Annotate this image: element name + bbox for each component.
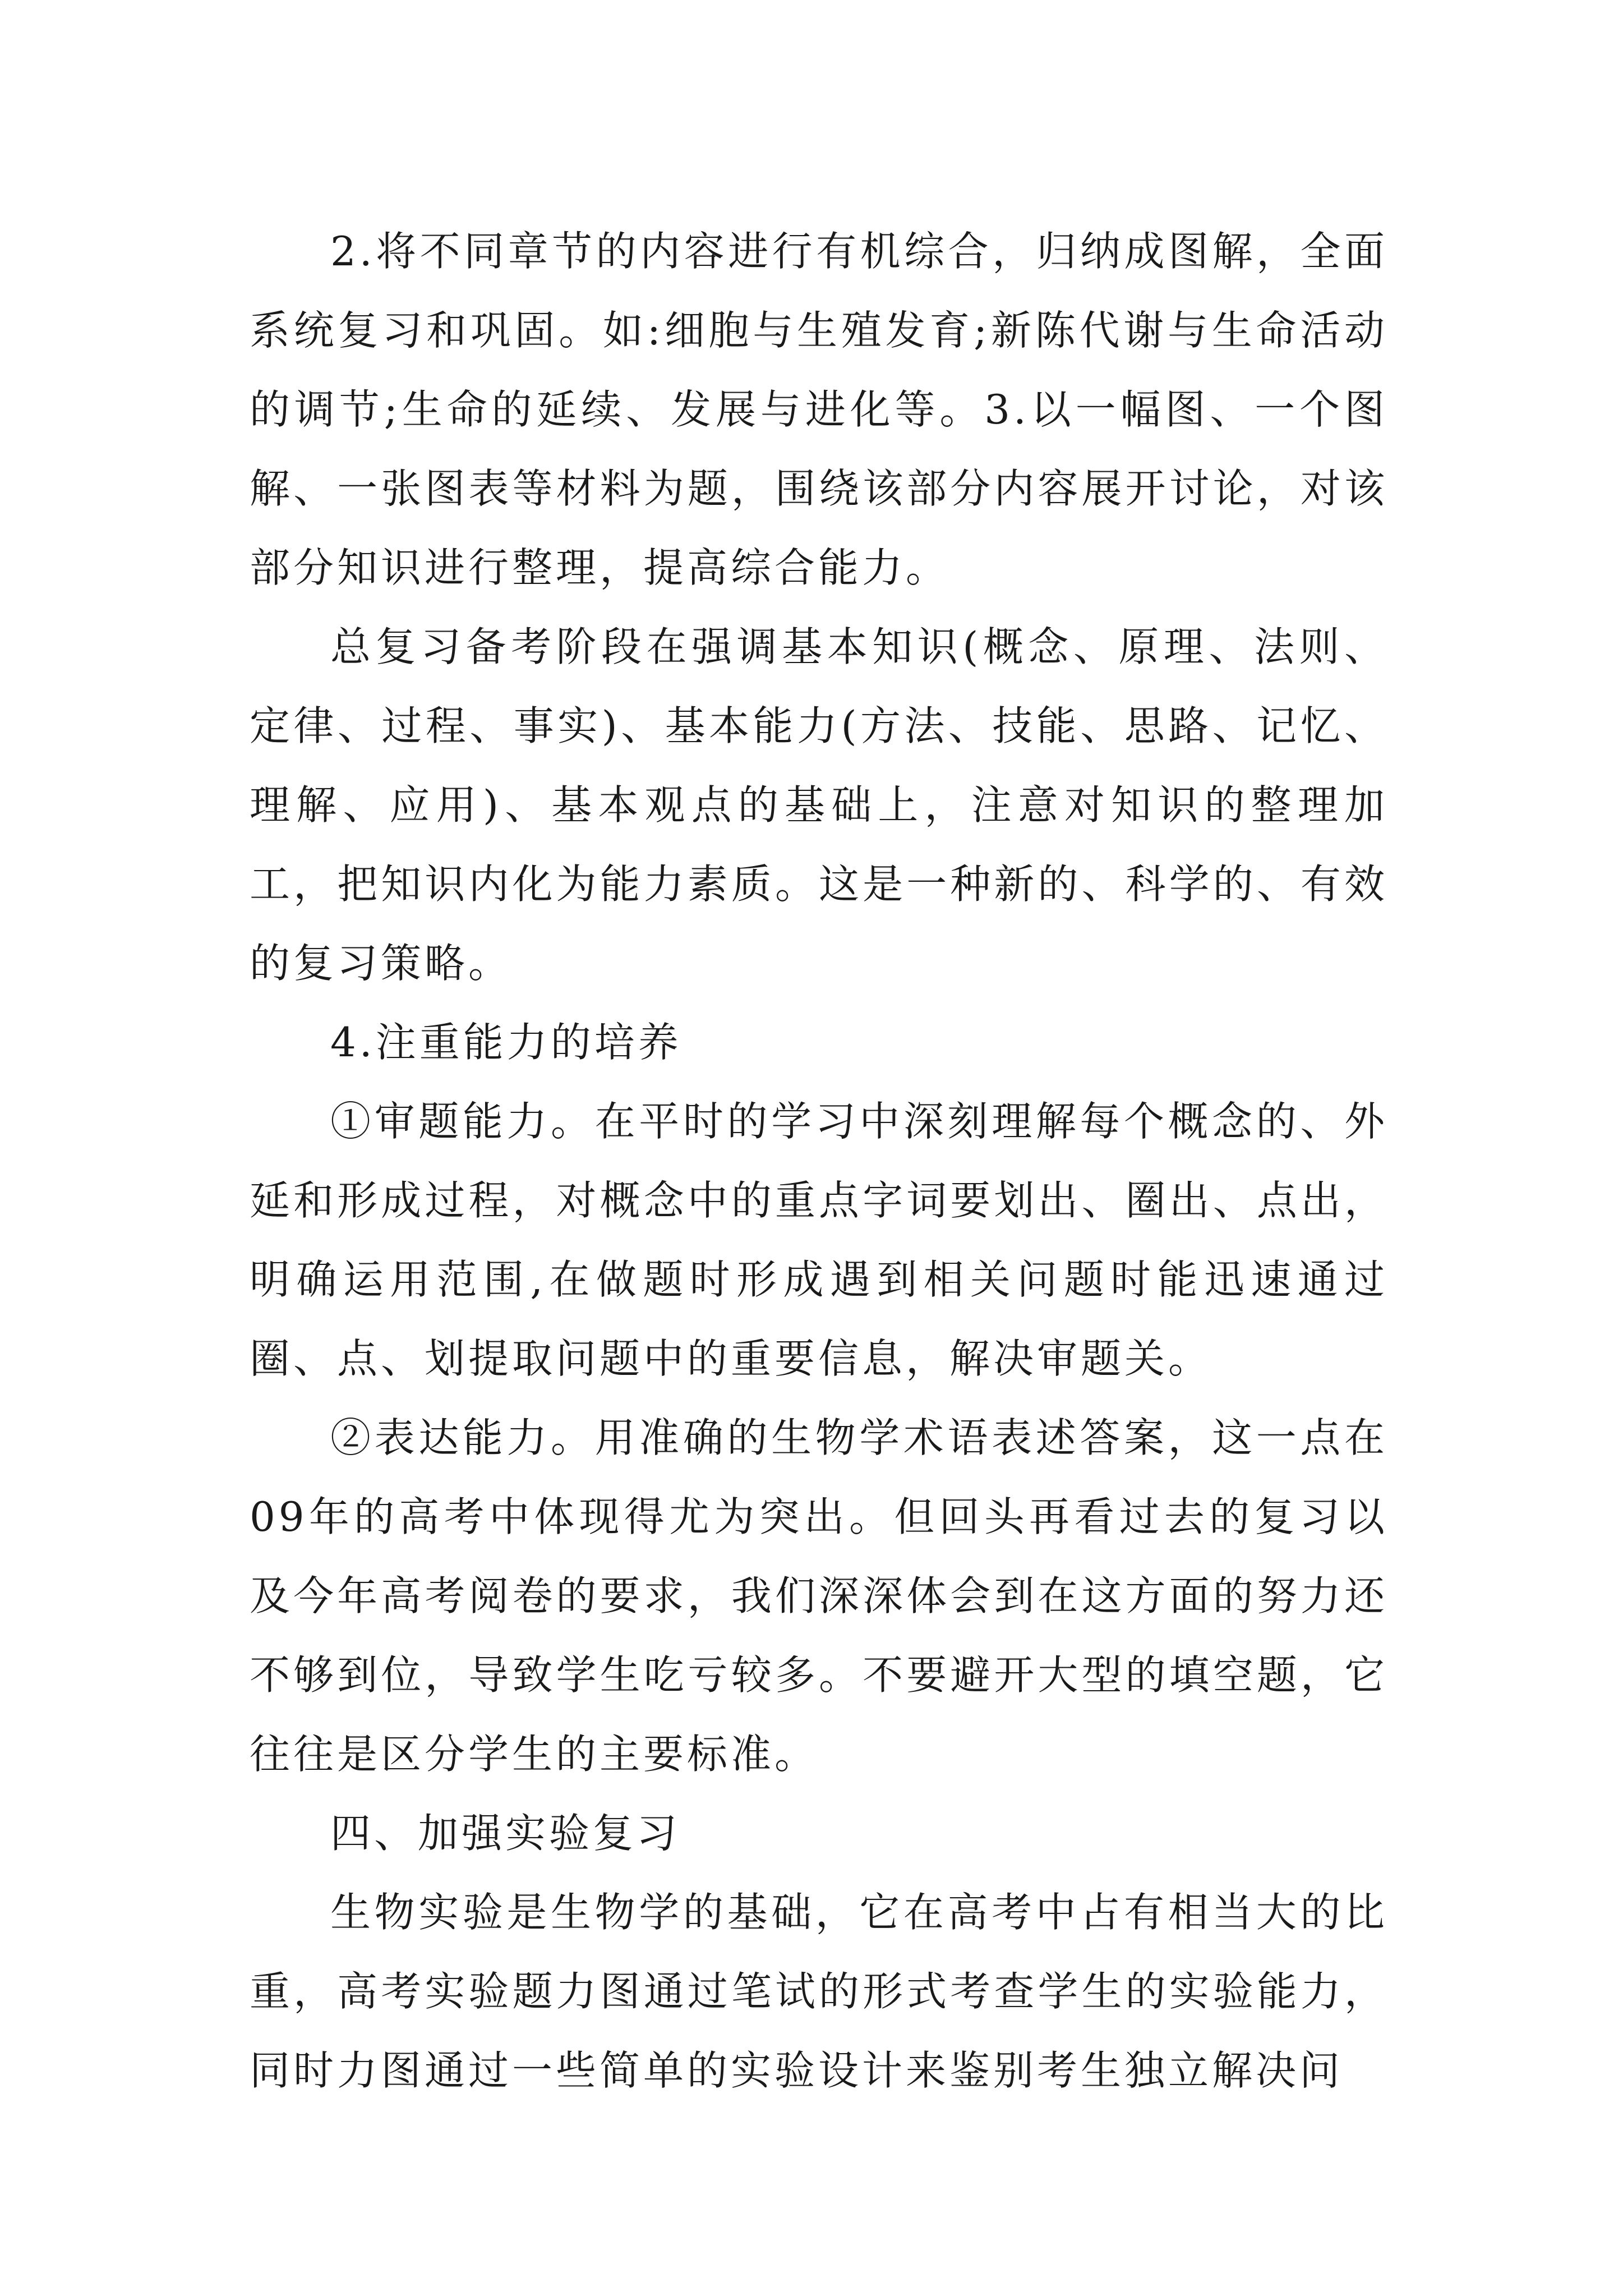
document-body <box>250 212 1388 2110</box>
paragraph-reading-ability: ①审题能力。在平时的学习中深刻理解每个概念的、外延和形成过程，对概念中的重点字词要划出、圈出、点出，明确运用范围,在做题时形成遇到相关问题时能迅速通过圈、点、划提取问题中的重要信息，解决审题关。 <box>250 1098 1388 1382</box>
paragraph-biology-experiment: 生物实验是生物学的基础，它在高考中占有相当大的比重，高考实验题力图通过笔试的形式考查学生的实验能力，同时力图通过一些简单的实验设计来鉴别考生独立解决问 <box>250 1889 1388 2094</box>
paragraph-expression-ability: ②表达能力。用准确的生物学术语表述答案，这一点在09年的高考中体现得尤为突出。但回头再看过去的复习以及今年高考阅卷的要求，我们深深体会到在这方面的努力还不够到位，导致学生吃亏较多。不要避开大型的填空题，它往往是区分学生的主要标准。 <box>250 1414 1388 1778</box>
heading-ability-training: 4.注重能力的培养 <box>330 1019 682 1066</box>
heading-experiment-review: 四、加强实验复习 <box>330 1810 681 1857</box>
paragraph-integration: 2.将不同章节的内容进行有机综合，归纳成图解，全面系统复习和巩固。如:细胞与生殖发育;新陈代谢与生命活动的调节;生命的延续、发展与进化等。3.以一幅图、一个图解、一张图表等材料为题，围绕该部分内容展开讨论，对该部分知识进行整理，提高综合能力。 <box>250 228 1388 591</box>
paragraph-review-strategy: 总复习备考阶段在强调基本知识(概念、原理、法则、定律、过程、事实)、基本能力(方法、技能、思路、记忆、理解、应用)、基本观点的基础上，注意对知识的整理加工，把知识内化为能力素质。这是一种新的、科学的、有效的复习策略。 <box>250 623 1388 987</box>
